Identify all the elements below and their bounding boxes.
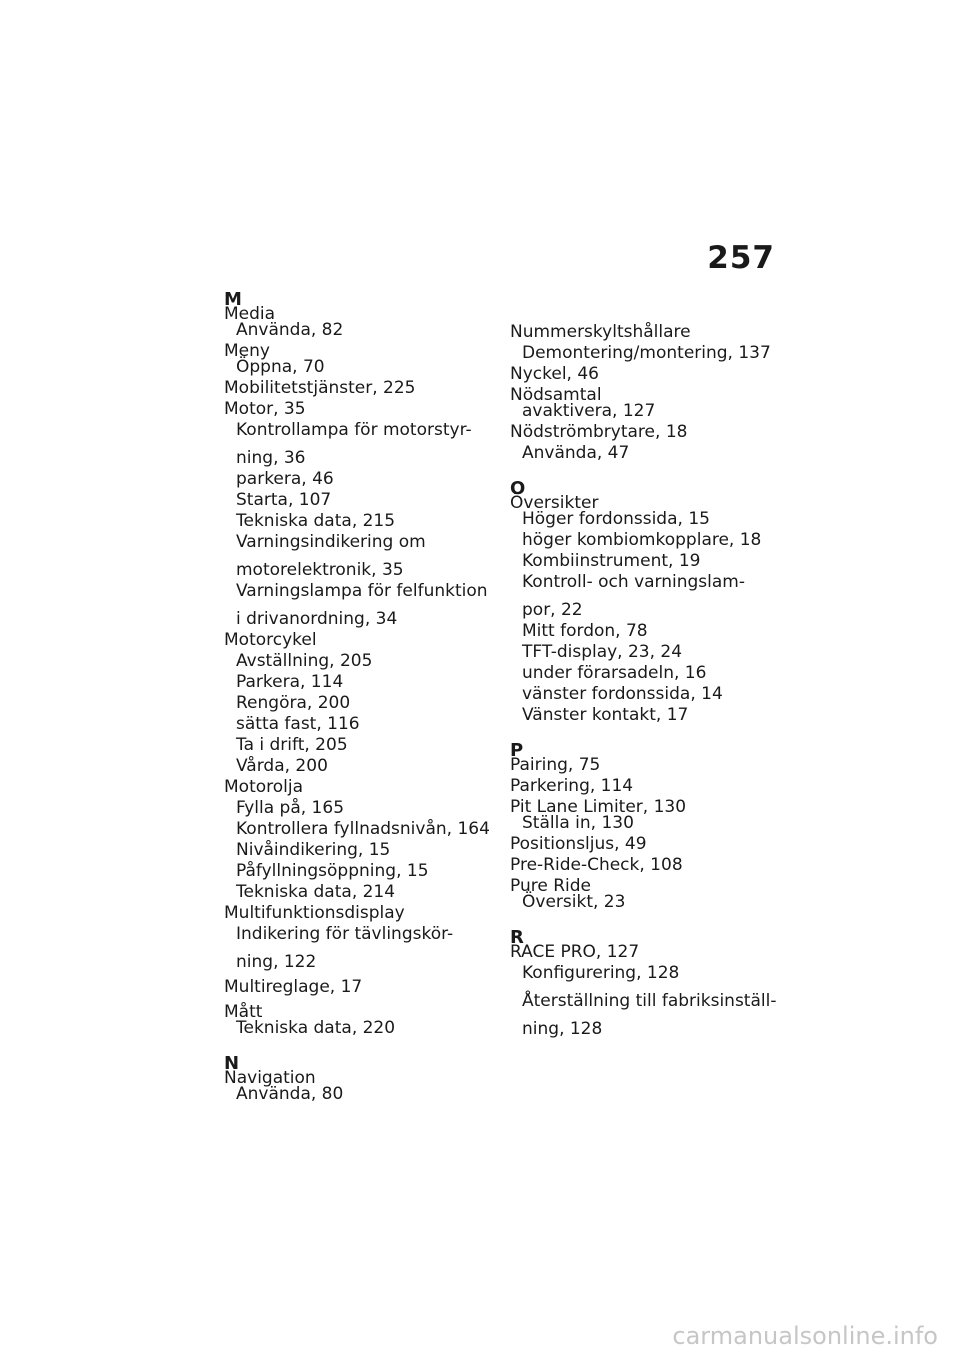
index-subentry: under förarsadeln, 16 [522, 663, 707, 683]
index-subentry: höger kombiomkopplare, 18 [522, 530, 762, 550]
index-column-right [510, 321, 780, 1039]
index-subentry: Starta, 107 [236, 490, 332, 510]
index-entry [224, 378, 494, 398]
index-subentry: Vänster kontakt, 17 [522, 705, 689, 725]
index-subentry: Mitt fordon, 78 [522, 621, 648, 641]
index-term: Media [224, 304, 276, 324]
index-term: Meny [224, 341, 270, 361]
section-letter: O [510, 478, 526, 499]
index-subentry: Påfyllningsöppning, 15 [236, 861, 429, 881]
index-subentry: ning, 128 [522, 1019, 603, 1039]
index-subentry: Demontering/montering, 137 [522, 343, 771, 363]
index-subentry: Ställa in, 130 [522, 813, 634, 833]
index-subentry: TFT-display, 23, 24 [522, 642, 683, 662]
index-term: Positionsljus, 49 [510, 834, 647, 854]
index-subentry: Använda, 47 [522, 443, 630, 463]
index-subentry: Indikering för tävlingskör- [236, 924, 454, 944]
index-subentry: Tekniska data, 214 [236, 882, 396, 902]
section-letter: N [224, 1053, 240, 1074]
index-subentry: Använda, 82 [236, 320, 344, 340]
index-section-p [510, 742, 780, 912]
index-section-r [510, 929, 780, 1039]
index-subentry: Varningsindikering om [236, 532, 426, 552]
index-column-left [224, 291, 494, 1104]
section-letter: R [510, 927, 524, 948]
index-subentry: avaktivera, 127 [522, 401, 656, 421]
index-entry [224, 977, 494, 997]
index-term: Parkering, 114 [510, 776, 634, 796]
index-subentry: Ta i drift, 205 [236, 735, 348, 755]
index-subentry: Kontrollera fyllnadsnivån, 164 [236, 819, 490, 839]
index-term: Nummerskyltshållare [510, 322, 691, 342]
index-entry [224, 304, 494, 340]
index-term: Pairing, 75 [510, 755, 601, 775]
index-subentry: Avställning, 205 [236, 651, 373, 671]
index-entry [510, 385, 780, 421]
index-term: Multifunktionsdisplay [224, 903, 405, 923]
index-entry [510, 493, 780, 725]
index-term: Mobilitetstjänster, 225 [224, 378, 416, 398]
index-term: Översikter [510, 493, 599, 513]
index-subentry: motorelektronik, 35 [236, 560, 404, 580]
index-subentry: ning, 122 [236, 952, 317, 972]
index-term: Mått [224, 1002, 263, 1022]
index-entry [224, 903, 494, 972]
index-subentry: Tekniska data, 215 [236, 511, 396, 531]
index-subentry: Återställning till fabriksinställ- [522, 991, 777, 1011]
index-entry [510, 855, 780, 875]
section-letter: P [510, 740, 524, 761]
index-term: Nödströmbrytare, 18 [510, 422, 688, 442]
index-subentry: Fylla på, 165 [236, 798, 345, 818]
index-term: Pit Lane Limiter, 130 [510, 797, 687, 817]
index-subentry: Rengöra, 200 [236, 693, 351, 713]
index-subentry: Höger fordonssida, 15 [522, 509, 710, 529]
index-term: Motorcykel [224, 630, 317, 650]
index-subentry: por, 22 [522, 600, 583, 620]
index-subentry: Använda, 80 [236, 1084, 344, 1104]
index-subentry: Varningslampa för felfunktion [236, 581, 488, 601]
index-subentry: Öppna, 70 [236, 357, 325, 377]
index-section-o [510, 480, 780, 725]
index-subentry: Tekniska data, 220 [236, 1018, 396, 1038]
index-subentry: Vårda, 200 [236, 756, 328, 776]
index-entry [510, 776, 780, 796]
index-term: Nödsamtal [510, 385, 602, 405]
index-entry [224, 399, 494, 629]
index-term: Pure Ride [510, 876, 591, 896]
index-subentry: Konfigurering, 128 [522, 963, 680, 983]
index-term: RACE PRO, 127 [510, 942, 640, 962]
section-letter: M [224, 289, 242, 310]
index-entry [224, 777, 494, 902]
index-entry [224, 341, 494, 377]
index-subentry: parkera, 46 [236, 469, 334, 489]
index-term: Nyckel, 46 [510, 364, 599, 384]
index-subentry: Kombiinstrument, 19 [522, 551, 701, 571]
index-entry [510, 422, 780, 463]
index-term: Motor, 35 [224, 399, 306, 419]
index-entry [224, 630, 494, 776]
index-subentry: Översikt, 23 [522, 892, 626, 912]
index-term: Multireglage, 17 [224, 977, 363, 997]
index-subentry: Kontrollampa för motorstyr- [236, 420, 472, 440]
index-term: Pre-Ride-Check, 108 [510, 855, 683, 875]
index-entry [510, 876, 780, 912]
index-subentry: Nivåindikering, 15 [236, 840, 391, 860]
index-term: Navigation [224, 1068, 316, 1088]
index-entry [510, 322, 780, 363]
index-entry [510, 797, 780, 833]
index-section-m [224, 291, 494, 1038]
index-subentry: i drivanordning, 34 [236, 609, 398, 629]
index-entry [510, 755, 780, 775]
index-entry [510, 942, 780, 1039]
index-section-n-continued [510, 322, 780, 463]
index-entry [224, 1002, 494, 1038]
index-subentry: sätta fast, 116 [236, 714, 360, 734]
index-term: Motorolja [224, 777, 304, 797]
index-entry [224, 1068, 494, 1104]
index-subentry: Kontroll- och varningslam- [522, 572, 745, 592]
watermark: carmanualsonline.info [672, 1322, 938, 1350]
index-subentry: ning, 36 [236, 448, 306, 468]
index-subentry: Parkera, 114 [236, 672, 344, 692]
index-entry [510, 364, 780, 384]
page-number: 257 [707, 240, 775, 276]
index-entry [510, 834, 780, 854]
index-subentry: vänster fordonssida, 14 [522, 684, 723, 704]
index-section-n [224, 1055, 494, 1104]
